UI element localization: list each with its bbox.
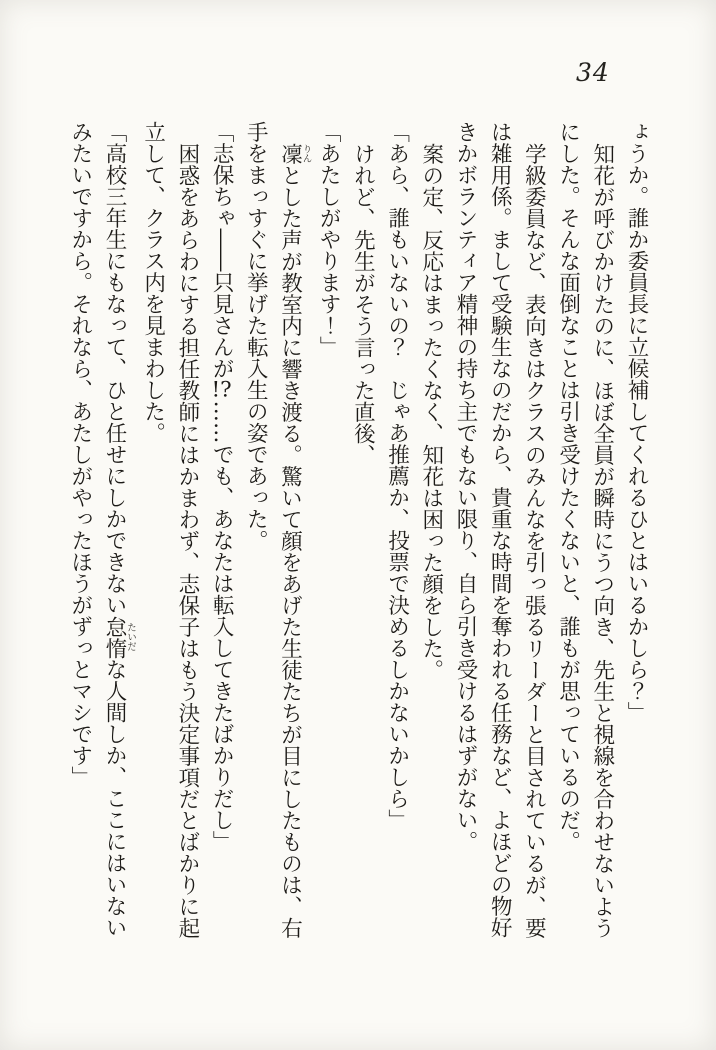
furigana: たいだ [124,615,136,659]
text-line: 案の定、反応はまったくなく、知花は困った顔をした。 [418,142,444,680]
text-line: 立して、クラス内を見まわした。 [140,121,166,444]
ruby-word: 怠惰たいだ [101,615,136,659]
text-line: は雑用係。まして受験生なのだから、貴重な時間を奪われる任務など、よほどの物好 [487,121,513,938]
text-line: きかボランティア精神の持ち主でもない限り、自ら引き受けるはずがない。 [452,121,478,852]
text-line: 凜りんとした声が教室内に響き渡る。驚いて顔をあげた生徒たちが目にしたものは、右 [277,142,312,938]
text-line: けれど、先生がそう言った直後、 [350,142,376,465]
text-line: ょうか。誰か委員長に立候補してくれるひとはいるかしら？」 [624,121,649,723]
tate-chu-yoko: !? [211,379,232,401]
text-line: みたいですから。それなら、あたしがやったほうがずっとマシです」 [67,121,93,788]
text-line: 「あら、誰もいないの？ じゃあ推薦か、投票で決めるしかないかしら」 [384,121,410,831]
text-line: 困惑をあらわにする担任教師にはかまわず、志保子はもう決定事項だとばかりに起 [174,142,200,938]
text-line: 手をまっすぐに挙げた転入生の姿であった。 [243,121,269,551]
furigana: りん [300,142,312,164]
page-number: 34 [576,58,610,87]
text-line: 「志保ちゃ――只見さんが!?……でも、あなたは転入してきたばかりだし」 [209,121,235,852]
ruby-word: 凜りん [277,142,312,164]
text-line: 「あたしがやります！」 [316,121,342,358]
text-line: にした。そんな面倒なことは引き受けたくないと、誰もが思っているのだ。 [555,121,581,852]
text-line: 学級委員など、表向きはクラスのみんなを引っ張るリーダーと目されているが、要 [521,142,547,938]
text-line: 知花が呼びかけたのに、ほぼ全員が瞬時にうつ向き、先生と視線を合わせないよう [589,142,615,938]
body-text [63,121,653,961]
text-line: 「高校三年生にもなって、ひと任せにしかできない怠惰たいだな人間しか、ここにはいない [101,121,136,938]
